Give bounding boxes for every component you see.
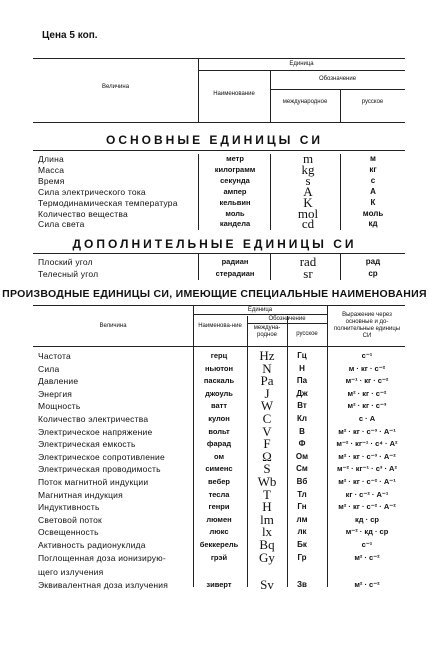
col-expression-header: Выражение через основные и до-полнительные единицы СИ (333, 312, 401, 339)
quantity-cell: Поток магнитной индукции (38, 477, 149, 487)
rus-symbol-cell: Па (296, 376, 308, 386)
rus-symbol-cell: кг (369, 164, 377, 174)
expression-cell: м² · с⁻² (354, 552, 380, 562)
intl-symbol-cell: Pa (260, 373, 274, 389)
rus-symbol-cell: А (370, 186, 376, 196)
expression-cell: м · кг · с⁻² (348, 363, 386, 373)
unit-name-cell: моль (225, 208, 245, 218)
rus-symbol-cell: Вб (296, 477, 308, 486)
quantity-cell: Электрическая проводимость (38, 464, 161, 475)
intl-symbol-cell: Hz (259, 348, 275, 363)
rus-symbol-cell: Кл (297, 414, 307, 423)
quantity-cell: Количество электричества (38, 414, 149, 424)
rus-symbol-cell: Вт (297, 401, 307, 411)
rus-symbol-cell: кд (368, 219, 378, 229)
intl-symbol-cell: F (263, 436, 271, 452)
intl-symbol-cell: J (264, 385, 270, 401)
col-designation-header-2: Обозначение (268, 316, 306, 322)
unit-name-cell: беккерель (199, 540, 239, 549)
quantity-cell: Длина (38, 154, 64, 164)
intl-symbol-cell: Ω (262, 448, 272, 464)
quantity-cell: Освещенность (38, 527, 99, 538)
quantity-cell: Эквивалентная доза излучения (38, 579, 169, 590)
intl-symbol-cell: m (302, 151, 314, 166)
quantity-cell: Сила электрического тока (38, 186, 146, 197)
derived-col-line-4 (327, 345, 328, 587)
quantity-cell: Термодинамическая температура (38, 197, 178, 208)
unit-name-cell: сименс (205, 464, 233, 474)
rus-symbol-cell: Ом (295, 451, 309, 461)
intl-symbol-cell: lm (260, 511, 274, 527)
col-international-header: международное (282, 99, 328, 105)
section-supp-rule (33, 253, 405, 254)
col-quantity-header-2: Величина (99, 323, 127, 329)
expression-cell: м² · кг · с⁻³ · А⁻¹ (338, 426, 396, 436)
unit-name-cell: люкс (209, 527, 229, 537)
intl-symbol-cell: Wb (257, 474, 277, 489)
rus-symbol-cell: Гц (297, 351, 307, 360)
unit-name-cell: килограмм (214, 164, 256, 174)
quantity-cell: Частота (38, 351, 71, 361)
quantity-cell: Индуктивность (38, 502, 100, 513)
rus-symbol-cell: В (299, 426, 305, 436)
unit-name-cell: паскаль (203, 376, 235, 386)
unit-name-cell: фарад (206, 439, 232, 449)
quantity-cell: Активность радионуклида (38, 540, 146, 550)
rus-symbol-cell: Бк (297, 540, 307, 549)
derived-col-line-3 (287, 345, 288, 587)
expression-cell: м² · кг · с⁻³ · А⁻² (338, 451, 396, 461)
quantity-cell: Масса (38, 164, 65, 175)
unit-name-cell: вебер (208, 477, 230, 486)
intl-symbol-cell: lx (261, 524, 273, 540)
col-unit-header-2: Единица (247, 307, 273, 313)
intl-symbol-cell: rad (299, 254, 317, 269)
header-table-2 (33, 305, 405, 347)
col-quantity-header: Величина (101, 84, 130, 90)
section-derived-title: ПРОИЗВОДНЫЕ ЕДИНИЦЫ СИ, ИМЕЮЩИЕ СПЕЦИАЛЬНЫЕ НАИМЕНОВАНИЯ (2, 288, 427, 300)
intl-symbol-cell: C (262, 411, 272, 426)
quantity-cell: Магнитная индукция (38, 489, 123, 500)
quantity-cell: Электрическое сопротивление (38, 451, 165, 462)
unit-name-cell: кандела (219, 219, 251, 229)
expression-cell: м⁻² · кд · ср (345, 527, 389, 537)
unit-name-cell: джоуль (205, 388, 233, 398)
section-supp-title: ДОПОЛНИТЕЛЬНЫЕ ЕДИНИЦЫ СИ (72, 237, 357, 251)
quantity-cell: Поглощенная доза ионизирую- (38, 552, 166, 563)
unit-name-cell: секунда (220, 175, 250, 185)
intl-symbol-cell: N (262, 360, 272, 376)
col-designation-header: Обозначение (318, 76, 357, 82)
expression-cell: м⁻² · кг⁻¹ · с⁴ · А² (336, 439, 398, 449)
expression-cell: м² · кг · с⁻² · А⁻¹ (338, 477, 396, 486)
intl-symbol-cell: S (263, 461, 271, 477)
intl-symbol-cell: V (262, 423, 272, 439)
rus-symbol-cell: моль (362, 208, 384, 218)
expression-cell: с · А (358, 414, 376, 423)
header-table-1 (33, 58, 405, 123)
unit-name-cell: кулон (208, 414, 230, 423)
expression-cell: м² · с⁻² (354, 579, 380, 589)
rus-symbol-cell: См (296, 464, 308, 474)
intl-symbol-cell: cd (301, 216, 315, 232)
intl-symbol-cell: H (262, 499, 272, 515)
rus-symbol-cell: м (370, 154, 376, 163)
unit-name-cell: ватт (210, 401, 228, 411)
quantity-cell: щего излучения (38, 567, 104, 578)
expression-cell: кд · ср (355, 514, 379, 524)
quantity-cell: Телесный угол (38, 269, 99, 279)
unit-name-cell: радиан (221, 257, 249, 266)
unit-name-cell: грэй (210, 552, 228, 562)
col-name-header-2: Наименова-ние (198, 323, 242, 329)
expression-cell: м⁻¹ · кг · с⁻² (345, 376, 389, 386)
rus-symbol-cell: Гр (297, 552, 307, 562)
rus-symbol-cell: Н (299, 363, 305, 373)
unit-name-cell: метр (226, 154, 244, 163)
rus-symbol-cell: ср (368, 269, 378, 278)
quantity-cell: Мощность (38, 401, 81, 412)
derived-col-line-2 (247, 345, 248, 587)
intl-symbol-cell: K (303, 194, 313, 210)
rus-symbol-cell: Тл (297, 489, 307, 499)
rus-symbol-cell: Гн (297, 502, 307, 512)
base-col-line-2 (270, 154, 271, 230)
quantity-cell: Время (38, 175, 65, 186)
col-russian-header-2: русское (296, 331, 318, 337)
quantity-cell: Количество вещества (38, 208, 128, 219)
quantity-cell: Давление (38, 376, 79, 387)
expression-cell: с⁻¹ (361, 540, 373, 549)
unit-name-cell: ампер (223, 186, 247, 196)
expression-cell: м² · кг · с⁻² · А⁻² (338, 502, 396, 512)
intl-symbol-cell: s (305, 172, 311, 188)
rus-symbol-cell: лк (297, 527, 307, 537)
unit-name-cell: ом (213, 451, 225, 461)
expression-cell: кг · с⁻² · А⁻¹ (345, 489, 389, 499)
unit-name-cell: тесла (208, 489, 230, 499)
rus-symbol-cell: К (370, 197, 376, 207)
unit-name-cell: кельвин (219, 197, 251, 207)
base-col-line-1 (198, 154, 199, 230)
quantity-cell: Электрическое напряжение (38, 426, 153, 437)
intl-symbol-cell: sr (303, 266, 313, 281)
quantity-cell: Электрическая емкость (38, 439, 136, 450)
intl-symbol-cell: kg (301, 161, 315, 177)
expression-cell: м² · кг · с⁻³ (347, 401, 387, 411)
supp-col-line-3 (340, 254, 341, 280)
rus-symbol-cell: Зв (297, 579, 307, 589)
intl-symbol-cell: T (263, 486, 271, 502)
intl-symbol-cell: W (260, 398, 274, 414)
quantity-cell: Плоский угол (38, 257, 93, 267)
rus-symbol-cell: Дж (296, 388, 308, 398)
unit-name-cell: зиверт (206, 579, 232, 589)
quantity-cell: Энергия (38, 388, 73, 399)
base-col-line-3 (340, 154, 341, 230)
section-base-rule (33, 150, 405, 151)
quantity-cell: Сила (38, 363, 60, 374)
rus-symbol-cell: Ф (298, 439, 306, 449)
quantity-cell: Сила света (38, 219, 85, 230)
derived-col-line-1 (193, 345, 194, 587)
rus-symbol-cell: лм (296, 514, 308, 524)
unit-name-cell: стерадиан (215, 269, 255, 278)
col-international-header-2: междуна-родное (253, 325, 281, 338)
rus-symbol-cell: с (370, 175, 376, 185)
price-label: Цена 5 коп. (42, 30, 98, 41)
expression-cell: м⁻² · кг⁻¹ · с³ · А² (337, 464, 397, 474)
unit-name-cell: люмен (206, 514, 232, 524)
unit-name-cell: герц (210, 351, 228, 360)
col-russian-header: русское (361, 99, 384, 105)
rus-symbol-cell: рад (365, 257, 381, 266)
col-name-header: Наименование (213, 91, 255, 97)
expression-cell: м² · кг · с⁻² (347, 388, 387, 398)
col-unit-header: Единица (289, 61, 314, 67)
intl-symbol-cell: mol (297, 205, 319, 221)
section-base-title: ОСНОВНЫЕ ЕДИНИЦЫ СИ (105, 133, 324, 147)
supp-col-line-1 (198, 254, 199, 280)
expression-cell: с⁻¹ (361, 351, 373, 360)
intl-symbol-cell: Gy (259, 549, 275, 565)
quantity-cell: Световой поток (38, 514, 102, 525)
intl-symbol-cell: Sv (260, 576, 274, 592)
supp-col-line-2 (270, 254, 271, 280)
unit-name-cell: генри (208, 502, 230, 512)
intl-symbol-cell: Bq (259, 537, 275, 552)
unit-name-cell: ньютон (204, 363, 234, 373)
intl-symbol-cell: A (303, 183, 313, 199)
unit-name-cell: вольт (208, 426, 230, 436)
